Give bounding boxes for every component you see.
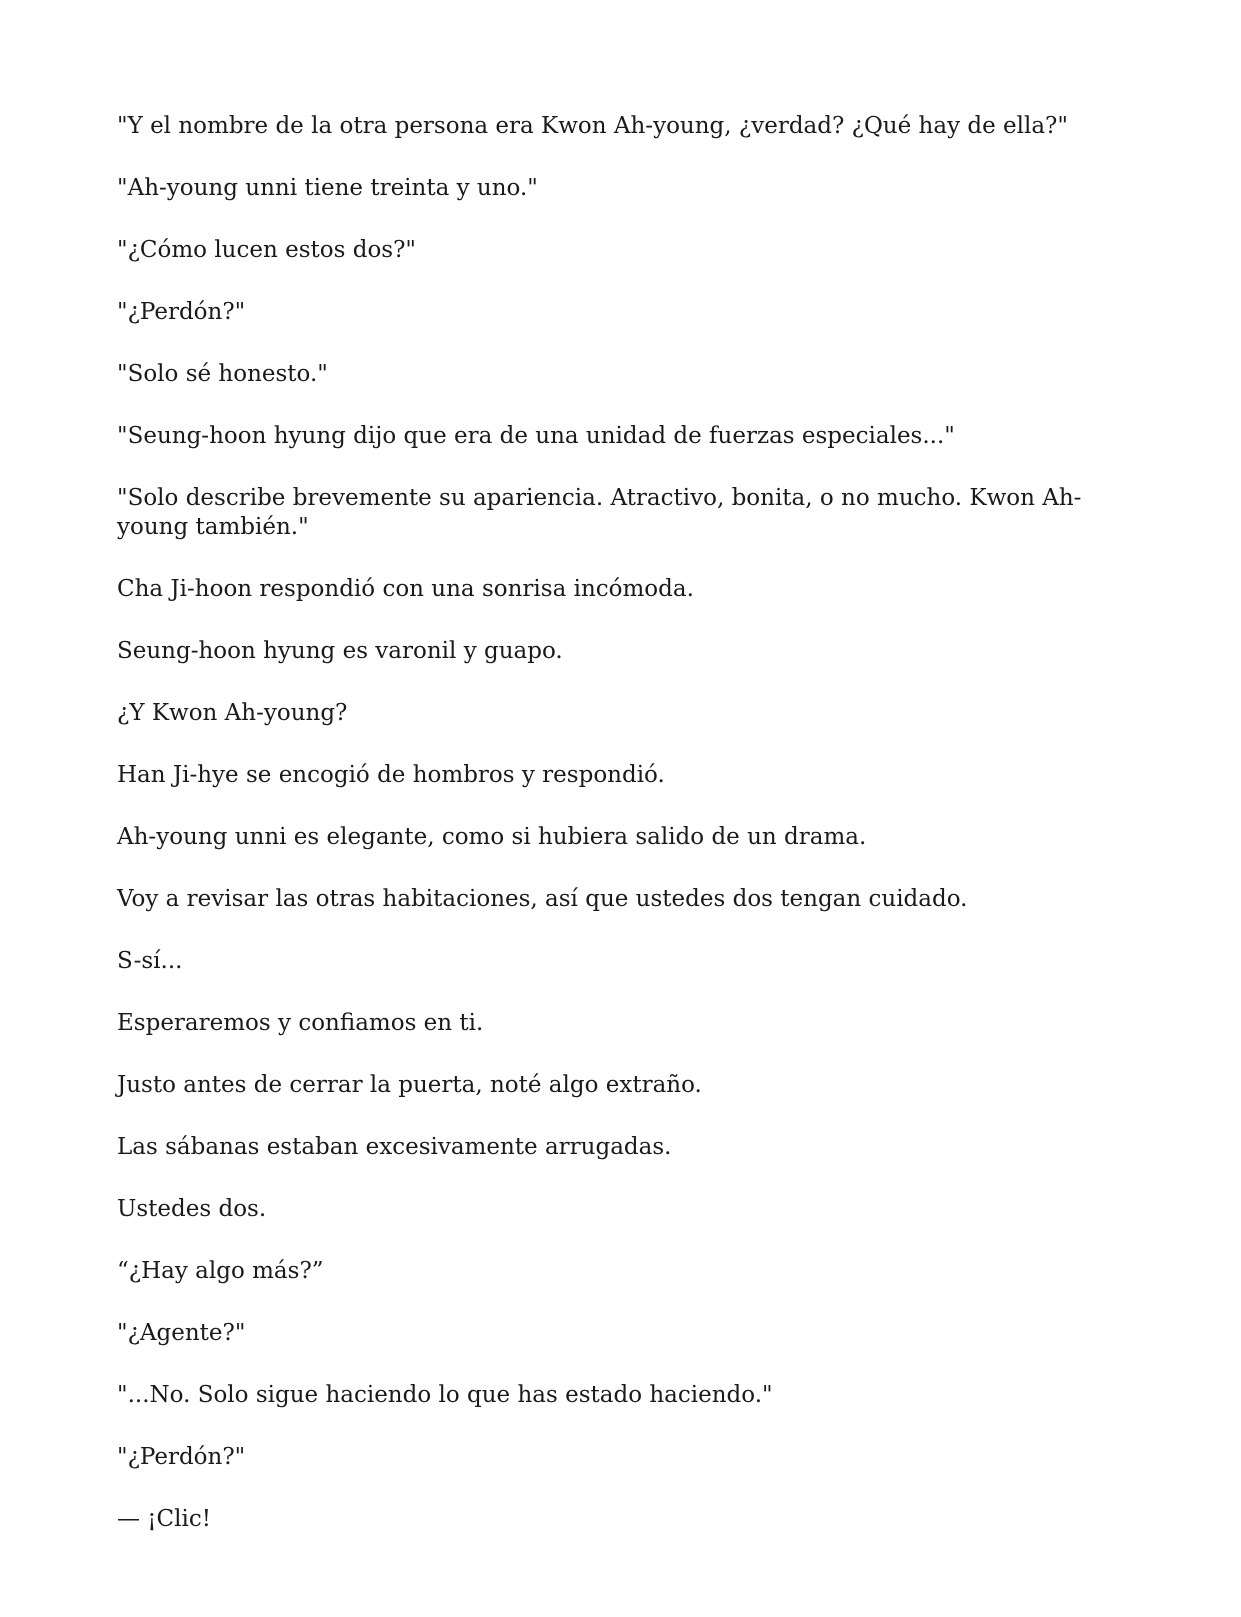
- paragraph: ¿Y Kwon Ah-young?: [117, 700, 348, 726]
- paragraph: "Solo sé honesto.": [117, 361, 328, 387]
- paragraph: Cha Ji-hoon respondió con una sonrisa incómoda.: [117, 576, 694, 602]
- paragraph: Voy a revisar las otras habitaciones, así que ustedes dos tengan cuidado.: [117, 886, 968, 912]
- paragraph: Han Ji-hye se encogió de hombros y respondió.: [117, 762, 665, 788]
- paragraph: Ustedes dos.: [117, 1196, 267, 1222]
- paragraph: Justo antes de cerrar la puerta, noté algo extraño.: [117, 1072, 702, 1098]
- paragraph: "¿Perdón?": [117, 1444, 246, 1470]
- paragraph: "¿Cómo lucen estos dos?": [117, 237, 417, 263]
- paragraph: S-sí...: [117, 948, 183, 974]
- paragraph: "Solo describe brevemente su apariencia. Atractivo, bonita, o no mucho. Kwon Ah-young también.": [117, 485, 1082, 540]
- paragraph: "¿Agente?": [117, 1320, 246, 1346]
- paragraph: “¿Hay algo más?”: [117, 1258, 324, 1284]
- paragraph: Las sábanas estaban excesivamente arrugadas.: [117, 1134, 672, 1160]
- paragraph: Ah-young unni es elegante, como si hubiera salido de un drama.: [117, 824, 867, 850]
- paragraph: "¿Perdón?": [117, 299, 246, 325]
- paragraph: "Y el nombre de la otra persona era Kwon Ah-young, ¿verdad? ¿Qué hay de ella?": [117, 113, 1068, 139]
- paragraph: Esperaremos y confiamos en ti.: [117, 1010, 484, 1036]
- paragraph: "...No. Solo sigue haciendo lo que has estado haciendo.": [117, 1382, 773, 1408]
- paragraph: "Ah-young unni tiene treinta y uno.": [117, 175, 538, 201]
- paragraph: Seung-hoon hyung es varonil y guapo.: [117, 638, 563, 664]
- paragraph: — ¡Clic!: [117, 1506, 211, 1532]
- document-body: [117, 112, 1117, 1567]
- paragraph: "Seung-hoon hyung dijo que era de una unidad de fuerzas especiales...": [117, 423, 955, 449]
